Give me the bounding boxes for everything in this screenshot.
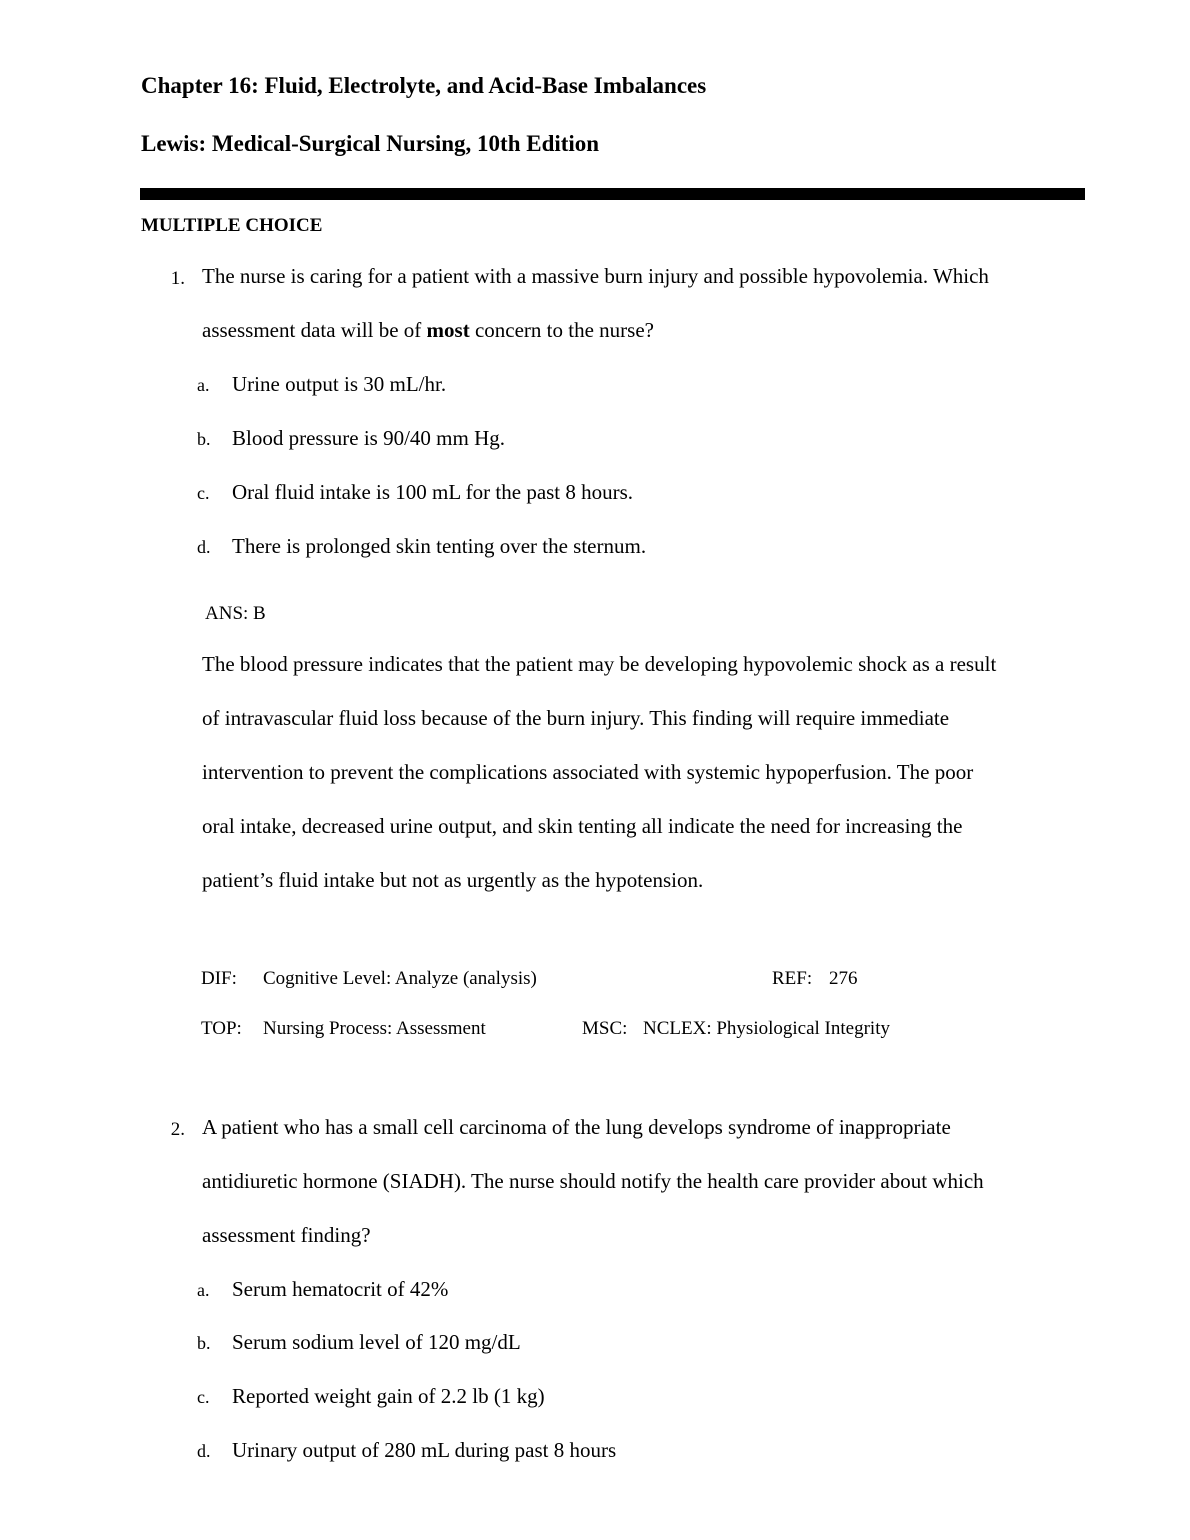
- book-title: Lewis: Medical-Surgical Nursing, 10th Edition: [141, 131, 600, 156]
- option-letter: c.: [197, 1387, 210, 1407]
- question-stem-line: The nurse is caring for a patient with a massive burn injury and possible hypovolemia. Which: [202, 264, 989, 288]
- option-text: There is prolonged skin tenting over the sternum.: [232, 534, 647, 558]
- option-text: Reported weight gain of 2.2 lb (1 kg): [232, 1384, 545, 1408]
- stem-text: assessment data will be of: [202, 318, 427, 342]
- option-text: Serum hematocrit of 42%: [232, 1277, 449, 1301]
- stem-emphasis: most: [426, 318, 470, 342]
- option-letter: a.: [197, 1280, 210, 1300]
- option-text: Oral fluid intake is 100 mL for the past 8 hours.: [232, 480, 634, 504]
- rationale-line: oral intake, decreased urine output, and skin tenting all indicate the need for increasing the: [202, 814, 963, 838]
- ref-label: REF:: [772, 968, 813, 989]
- ref-value: 276: [829, 968, 858, 989]
- question-stem-line: antidiuretic hormone (SIADH). The nurse should notify the health care provider about which: [202, 1169, 984, 1193]
- option-letter: b.: [197, 429, 211, 449]
- option-text: Blood pressure is 90/40 mm Hg.: [232, 426, 505, 450]
- rationale-line: intervention to prevent the complications associated with systemic hypoperfusion. The poor: [202, 760, 974, 784]
- question-stem-line: assessment finding?: [202, 1223, 371, 1247]
- rationale-line: of intravascular fluid loss because of the burn injury. This finding will require immediate: [202, 706, 950, 730]
- question-number: 2.: [170, 1119, 185, 1140]
- option-letter: d.: [197, 537, 211, 557]
- option-text: Serum sodium level of 120 mg/dL: [232, 1330, 521, 1354]
- dif-value: Cognitive Level: Analyze (analysis): [263, 968, 537, 989]
- section-heading: MULTIPLE CHOICE: [141, 215, 323, 236]
- option-letter: c.: [197, 483, 210, 503]
- question-number: 1.: [170, 268, 185, 289]
- chapter-title: Chapter 16: Fluid, Electrolyte, and Acid-Base Imbalances: [141, 73, 707, 98]
- top-label: TOP:: [201, 1018, 242, 1039]
- question-stem-line: A patient who has a small cell carcinoma of the lung develops syndrome of inappropriate: [202, 1115, 951, 1139]
- header-divider: [140, 188, 1085, 200]
- answer-key: ANS: B: [205, 603, 266, 624]
- option-letter: b.: [197, 1333, 211, 1353]
- question-stem-line: [202, 316, 654, 344]
- option-letter: d.: [197, 1441, 211, 1461]
- rationale-line: patient’s fluid intake but not as urgently as the hypotension.: [202, 868, 704, 892]
- rationale-line: The blood pressure indicates that the patient may be developing hypovolemic shock as a result: [202, 652, 997, 676]
- msc-label: MSC:: [582, 1018, 628, 1039]
- option-text: Urinary output of 280 mL during past 8 hours: [232, 1438, 617, 1462]
- option-text: Urine output is 30 mL/hr.: [232, 372, 447, 396]
- top-value: Nursing Process: Assessment: [263, 1018, 486, 1039]
- option-letter: a.: [197, 375, 210, 395]
- stem-text: concern to the nurse?: [469, 318, 654, 342]
- msc-value: NCLEX: Physiological Integrity: [643, 1018, 890, 1039]
- dif-label: DIF:: [201, 968, 237, 989]
